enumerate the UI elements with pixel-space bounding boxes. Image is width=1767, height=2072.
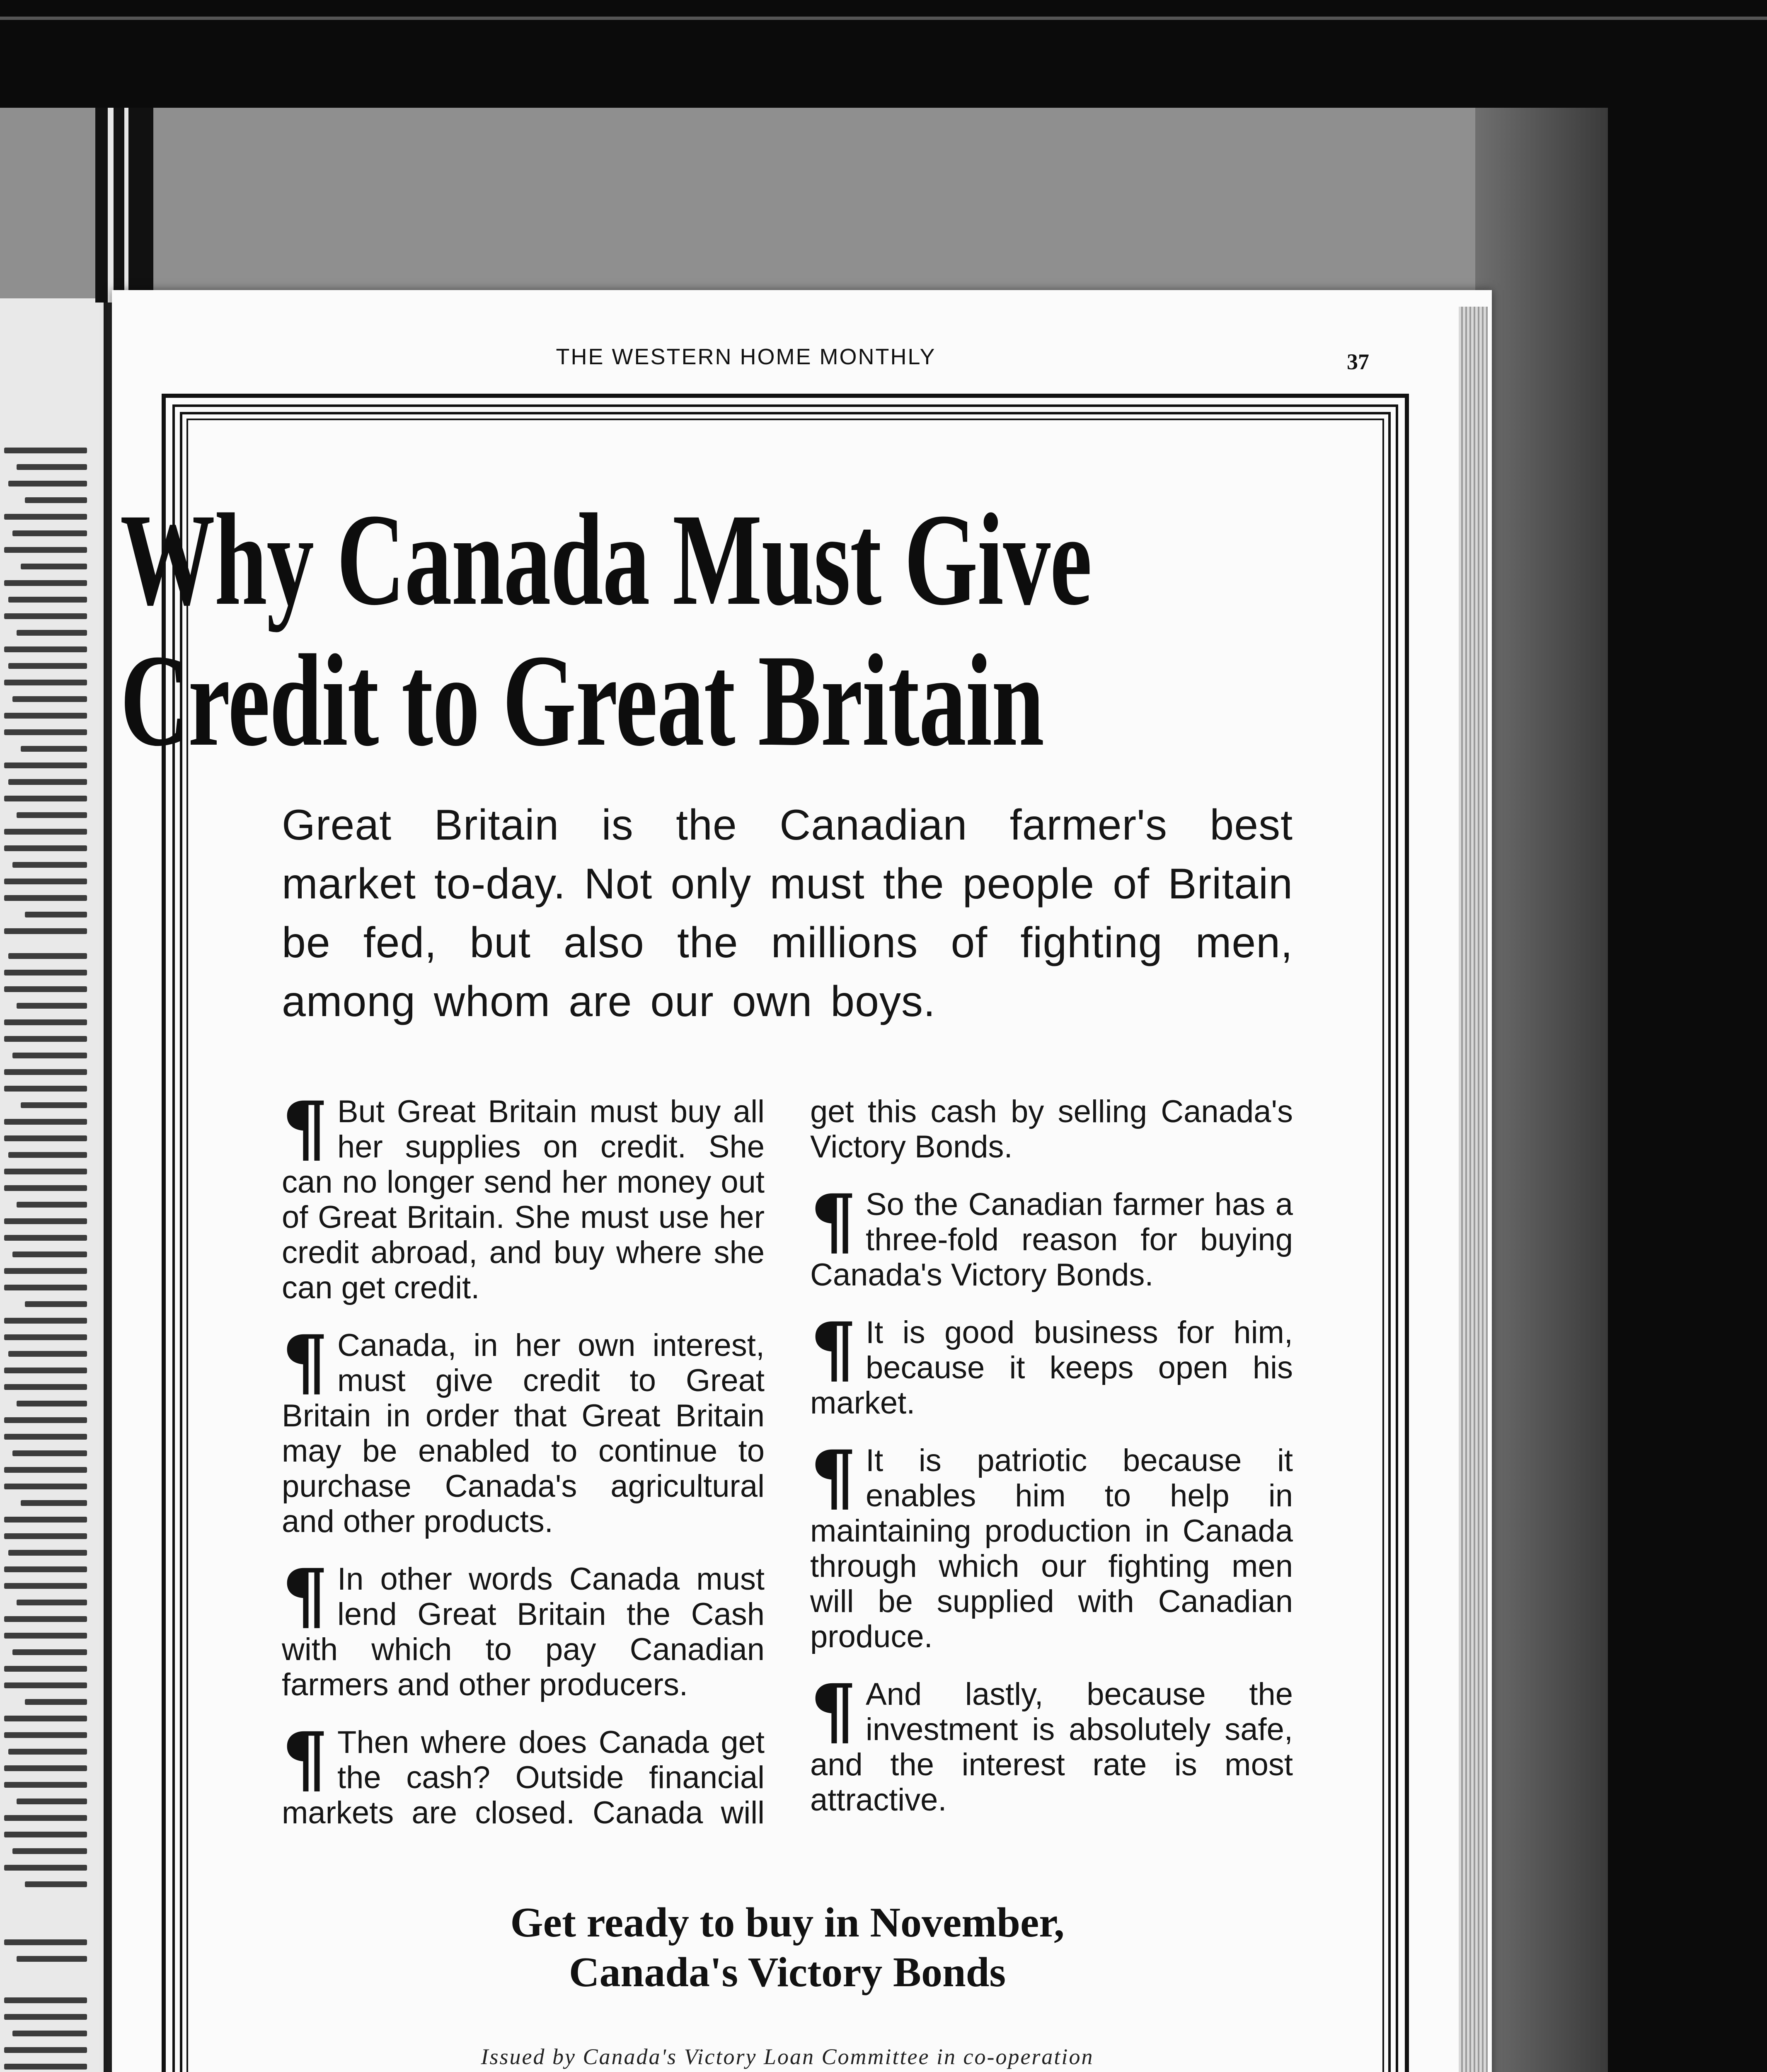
running-head: THE WESTERN HOME MONTHLY	[556, 344, 936, 369]
body-paragraph: ¶ In other words Canada must lend Great Britain the Cash with which to pay Canadian farmers and other producers.	[282, 1553, 765, 1702]
headline-line-2: Credit to Great Britain	[120, 627, 1044, 773]
pilcrow-icon: ¶	[810, 1306, 857, 1392]
issuer-credit-line-2	[373, 2070, 1202, 2072]
issuer-credit	[373, 2043, 1202, 2072]
call-to-action-line-1: Get ready to buy in November,	[510, 1899, 1065, 1946]
pilcrow-icon: ¶	[282, 1553, 328, 1639]
adjacent-page-fragment	[0, 298, 112, 2072]
pilcrow-icon: ¶	[282, 1716, 328, 1802]
body-paragraph: ¶ It is patriotic because it enables him to help in maintaining production in Canada through which our fighting men will be supplied with Canadian produce.	[810, 1434, 1293, 1654]
call-to-action-line-2: Canada's Victory Bonds	[569, 1949, 1006, 1996]
pilcrow-icon: ¶	[810, 1178, 857, 1264]
pilcrow-icon: ¶	[810, 1434, 857, 1520]
body-paragraph: ¶ So the Canadian farmer has a three-fold reason for buying Canada's Victory Bonds.	[810, 1178, 1293, 1293]
headline-line-1: Why Canada Must Give	[120, 487, 1092, 632]
scan-shadow	[1475, 108, 1608, 2072]
body-paragraph: ¶ But Great Britain must buy all her supplies on credit. She can no longer send her money out of Great Britain. She must use her credit abroad, and buy where she can get credit.	[282, 1085, 765, 1305]
body-columns	[282, 1085, 1293, 1857]
body-paragraph: ¶ Then where does Canada get the cash? Outside financial markets are closed. Canada will get this cash by selling Canada's Victory Bonds.	[282, 1094, 1293, 1830]
binding-clip-top	[95, 108, 153, 303]
issuer-credit-line-1: Issued by Canada's Victory Loan Committee in co-operation	[481, 2044, 1094, 2069]
body-paragraph: ¶ Canada, in her own interest, must give credit to Great Britain in order that Great Britain may be enabled to continue to purchase Canada's agricultural and other products.	[282, 1319, 765, 1539]
pilcrow-icon: ¶	[282, 1085, 328, 1171]
pilcrow-icon: ¶	[810, 1668, 857, 1754]
page-stack-edge	[1459, 307, 1488, 2072]
page-number: 37	[1347, 349, 1369, 374]
body-paragraph: ¶ It is good business for him, because it keeps open his market.	[810, 1306, 1293, 1421]
body-paragraph: ¶ And lastly, because the investment is absolutely safe, and the interest rate is most attractive.	[810, 1668, 1293, 1818]
lead-paragraph: Great Britain is the Canadian farmer's best market to-day. Not only must the people of Britain be fed, but also the millions of fighting men, among whom are our own boys.	[282, 801, 1293, 1026]
scan-top-rule	[0, 17, 1767, 20]
pilcrow-icon: ¶	[282, 1319, 328, 1405]
call-to-action	[373, 1898, 1202, 1997]
headline	[120, 489, 1305, 771]
